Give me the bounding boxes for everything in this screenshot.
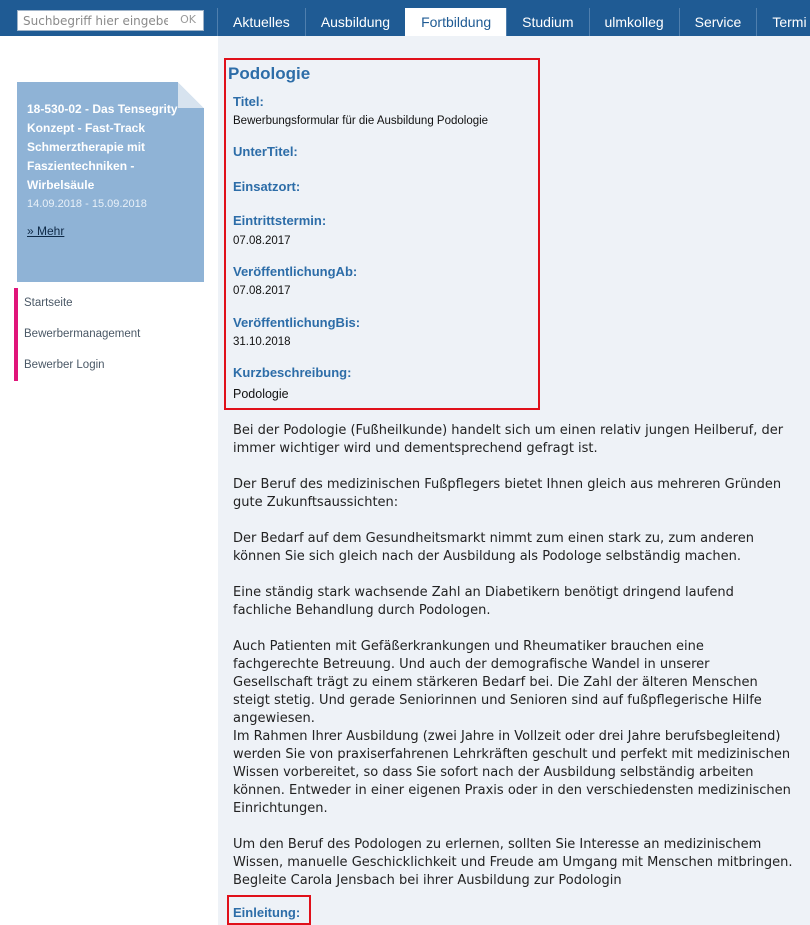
field-label-einleitung: Einleitung: <box>233 905 301 920</box>
search-box <box>17 10 204 31</box>
field-value-kurzbeschreibung: Podologie <box>233 387 289 401</box>
field-value-titel: Bewerbungsformular für die Ausbildung Podologie <box>233 115 489 127</box>
teaser-more-link[interactable]: » Mehr <box>27 224 65 238</box>
field-value-veroeffentlichung-bis: 31.10.2018 <box>233 336 291 348</box>
highlight-box-details <box>224 58 540 410</box>
tab-studium[interactable]: Studium <box>506 8 588 36</box>
paragraph-2: Der Beruf des medizinischen Fußpflegers bietet Ihnen gleich aus mehreren Gründen gute Zukunftsaussichten: <box>233 477 782 510</box>
tab-termine[interactable]: Termi <box>756 8 810 36</box>
teaser-date: 14.09.2018 - 15.09.2018 <box>27 198 147 210</box>
teaser-title: 18-530-02 - Das Tensegrity Konzept - Fast-Track Schmerztherapie mit Faszientechniken - Wirbelsäule <box>27 102 178 192</box>
tab-fortbildung[interactable]: Fortbildung <box>405 8 506 36</box>
sidebar-item-bewerber-login[interactable]: Bewerber Login <box>14 350 204 381</box>
field-label-kurzbeschreibung: Kurzbeschreibung: <box>233 365 352 380</box>
field-label-veroeffentlichung-bis: VeröffentlichungBis: <box>233 315 361 330</box>
paragraph-4: Eine ständig stark wachsende Zahl an Diabetikern benötigt dringend laufend fachliche Behandlung durch Podologen. <box>233 585 734 618</box>
field-label-veroeffentlichung-ab: VeröffentlichungAb: <box>233 264 358 279</box>
main-content <box>218 36 810 925</box>
paragraph-7: Um den Beruf des Podologen zu erlernen, sollten Sie Interesse an medizinischem Wissen, manuelle Geschicklichkeit und Freude am Umgang mit Menschen mitbringen. Begleite Carola Jensbach bei ihrer Ausbildung zur Podologin <box>233 837 793 888</box>
search-ok-button[interactable]: OK <box>180 13 196 26</box>
tab-service[interactable]: Service <box>679 8 757 36</box>
paragraph-3: Der Bedarf auf dem Gesundheitsmarkt nimmt zum einen stark zu, zum anderen können Sie sich gleich nach der Ausbildung als Podologe selbständig machen. <box>233 531 754 564</box>
side-menu <box>14 288 204 381</box>
tab-ausbildung[interactable]: Ausbildung <box>305 8 405 36</box>
paragraph-5: Auch Patienten mit Gefäßerkrankungen und Rheumatiker brauchen eine fachgerechte Betreuung. Und auch der demografische Wandel in unserer Gesellschaft trägt zu einem stärkeren Bedarf bei. Die Zahl der älteren Menschen steigt stetig. Und gerade Seniorinnen und Senioren sind auf fußpflegerische Hilfe angewiesen. <box>233 639 762 726</box>
page-title: Podologie <box>228 64 311 83</box>
top-bar <box>0 0 810 36</box>
main-nav <box>217 8 810 36</box>
field-label-titel: Titel: <box>233 94 264 109</box>
field-value-veroeffentlichung-ab: 07.08.2017 <box>233 285 291 297</box>
event-teaser <box>17 82 204 282</box>
sidebar-item-bewerbermanagement[interactable]: Bewerbermanagement <box>14 319 204 350</box>
sidebar-item-startseite[interactable]: Startseite <box>14 288 204 319</box>
field-label-eintrittstermin: Eintrittstermin: <box>233 213 327 228</box>
field-label-untertitel: UnterTitel: <box>233 144 298 159</box>
paragraph-1: Bei der Podologie (Fußheilkunde) handelt sich um einen relativ jungen Heilberuf, der immer wichtiger wird und dementsprechend gefragt ist. <box>233 423 784 456</box>
field-label-einsatzort: Einsatzort: <box>233 179 301 194</box>
field-value-eintrittstermin: 07.08.2017 <box>233 235 291 247</box>
tab-aktuelles[interactable]: Aktuelles <box>217 8 305 36</box>
sidebar <box>0 36 218 925</box>
tab-ulmkolleg[interactable]: ulmkolleg <box>589 8 679 36</box>
search-input[interactable] <box>18 11 168 30</box>
paragraph-6: Im Rahmen Ihrer Ausbildung (zwei Jahre in Vollzeit oder drei Jahre berufsbegleitend) werden Sie von praxiserfahrenen Lehrkräften geschult und perfekt mit medizinischen Wissen vorbereitet, so dass Sie sofort nach der Ausbildung selbständig arbeiten können. Entweder in einer eigenen Praxis oder in den verschiedensten medizinischen Einrichtungen. <box>233 729 791 816</box>
